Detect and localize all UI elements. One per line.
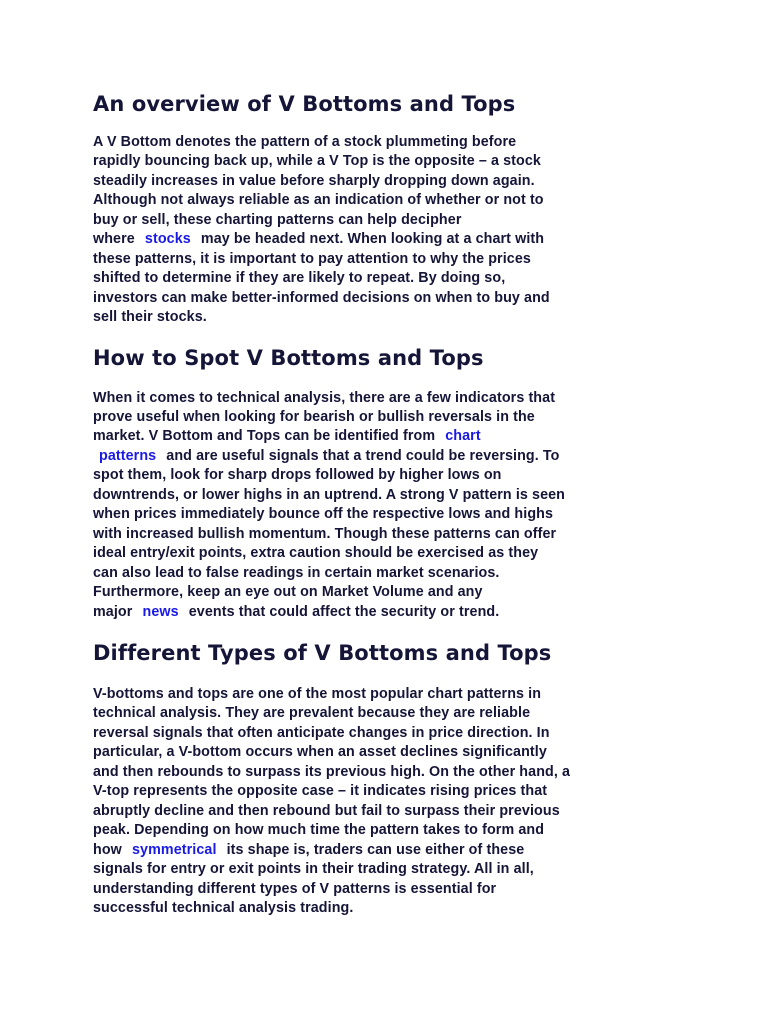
section-paragraph-overview: [93, 133, 683, 328]
text-line: [93, 782, 683, 801]
text-run: signals for entry or exit points in their trading strategy. All in all,: [93, 861, 534, 878]
text-run: with increased bullish momentum. Though these patterns can offer: [93, 525, 557, 542]
text-line: [93, 230, 683, 249]
text-run: its shape is, traders can use either of these: [222, 841, 525, 858]
text-line: [93, 308, 683, 327]
text-line: [93, 743, 683, 762]
text-line: [93, 191, 683, 210]
section-heading-different-types: Different Types of V Bottoms and Tops: [93, 640, 552, 665]
section-heading-how-to-spot: How to Spot V Bottoms and Tops: [93, 345, 484, 370]
text-run: abruptly decline and then rebound but fail to surpass their previous: [93, 802, 560, 819]
text-run: when prices immediately bounce off the respective lows and highs: [93, 506, 554, 523]
inline-link-news[interactable]: news: [142, 603, 179, 620]
text-run: reversal signals that often anticipate changes in price direction. In: [93, 724, 550, 741]
text-run: downtrends, or lower highs in an uptrend. A strong V pattern is seen: [93, 486, 566, 503]
text-line: [93, 841, 683, 860]
text-run: how: [93, 841, 126, 858]
text-line: [93, 724, 683, 743]
text-line: [93, 564, 683, 583]
text-line: [93, 152, 683, 171]
text-run: spot them, look for sharp drops followed by higher lows on: [93, 467, 502, 484]
text-run: can also lead to false readings in certain market scenarios.: [93, 564, 500, 581]
text-line: [93, 603, 683, 622]
text-run: understanding different types of V patterns is essential for: [93, 880, 497, 897]
text-line: [93, 389, 683, 408]
text-run: and are useful signals that a trend could be reversing. To: [162, 447, 560, 464]
text-line: [93, 427, 683, 446]
text-run: market. V Bottom and Tops can be identified from: [93, 428, 440, 445]
text-run: ideal entry/exit points, extra caution should be exercised as they: [93, 545, 539, 562]
text-run: events that could affect the security or trend.: [184, 603, 500, 620]
text-run: rapidly bouncing back up, while a V Top is the opposite – a stock: [93, 153, 541, 170]
text-line: [93, 880, 683, 899]
text-run: prove useful when looking for bearish or bullish reversals in the: [93, 408, 535, 425]
section-heading-overview: An overview of V Bottoms and Tops: [93, 92, 516, 116]
text-run: steadily increases in value before sharply dropping down again.: [93, 172, 535, 189]
text-line: [93, 704, 683, 723]
text-run: these patterns, it is important to pay attention to why the prices: [93, 250, 531, 267]
text-line: [93, 525, 683, 544]
text-run: A V Bottom denotes the pattern of a stock plummeting before: [93, 134, 517, 150]
text-run: When it comes to technical analysis, there are a few indicators that: [93, 389, 556, 406]
inline-link-symmetrical[interactable]: symmetrical: [131, 841, 217, 858]
text-line: [93, 544, 683, 563]
inline-link-stocks[interactable]: stocks: [144, 231, 191, 248]
text-run: V-bottoms and tops are one of the most popular chart patterns in: [93, 685, 542, 702]
text-run: particular, a V-bottom occurs when an asset declines significantly: [93, 744, 547, 761]
text-line: [93, 685, 683, 704]
text-run: V-top represents the opposite case – it indicates rising prices that: [93, 783, 548, 800]
text-run: investors can make better-informed decisions on when to buy and: [93, 289, 550, 306]
text-run: peak. Depending on how much time the pattern takes to form and: [93, 822, 545, 839]
text-line: [93, 133, 683, 152]
text-line: [93, 289, 683, 308]
text-line: [93, 821, 683, 840]
text-run: where: [93, 231, 139, 248]
text-run: successful technical analysis trading.: [93, 899, 354, 916]
text-run: shifted to determine if they are likely to repeat. By doing so,: [93, 270, 506, 287]
text-line: [93, 172, 683, 191]
text-run: major: [93, 603, 137, 620]
text-line: [93, 486, 683, 505]
text-line: [93, 466, 683, 485]
text-run: sell their stocks.: [93, 309, 207, 326]
text-line: [93, 505, 683, 524]
text-line: [93, 447, 683, 466]
text-line: [93, 269, 683, 288]
text-line: [93, 250, 683, 269]
text-run: and then rebounds to surpass its previous high. On the other hand, a: [93, 763, 571, 780]
text-line: [93, 860, 683, 879]
text-run: buy or sell, these charting patterns can help decipher: [93, 211, 462, 228]
text-line: [93, 802, 683, 821]
text-line: [93, 899, 683, 918]
section-paragraph-how-to-spot: [93, 389, 683, 622]
inline-link-chart[interactable]: chart: [445, 428, 481, 445]
text-run: technical analysis. They are prevalent because they are reliable: [93, 705, 531, 722]
text-run: Although not always reliable as an indication of whether or not to: [93, 192, 544, 209]
section-paragraph-different-types: [93, 685, 683, 918]
text-line: [93, 211, 683, 230]
inline-link-patterns[interactable]: patterns: [99, 447, 157, 464]
text-run: may be headed next. When looking at a chart with: [196, 231, 545, 248]
text-line: [93, 583, 683, 602]
article: [93, 90, 683, 918]
text-run: Furthermore, keep an eye out on Market Volume and any: [93, 584, 483, 601]
text-line: [93, 408, 683, 427]
text-line: [93, 763, 683, 782]
